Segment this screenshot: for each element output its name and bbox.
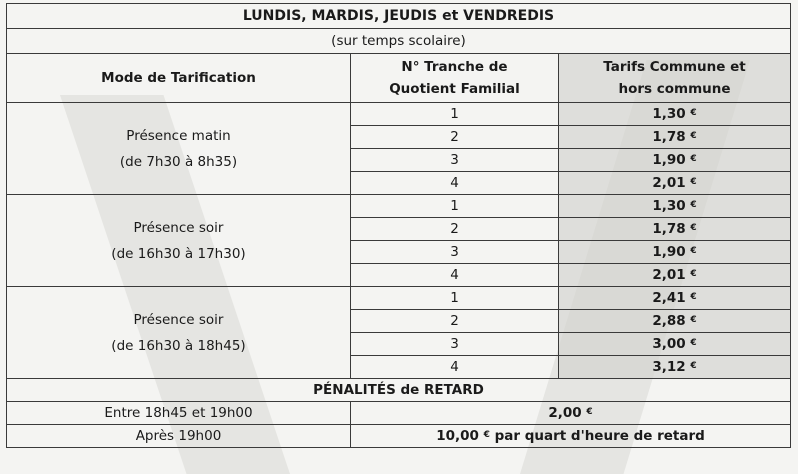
tranche-cell: 2 [351, 126, 559, 149]
penalty-label: Entre 18h45 et 19h00 [7, 402, 351, 425]
tarif-value: 2,01 [652, 175, 686, 191]
euro-sign: € [586, 407, 593, 417]
penalty-row [7, 402, 791, 425]
tarif-value: 1,78 [652, 129, 686, 145]
table-title: LUNDIS, MARDIS, JEUDIS et VENDREDIS [7, 4, 791, 29]
column-header-tarifs-line1: Tarifs Commune et [603, 59, 746, 75]
euro-sign: € [690, 292, 697, 302]
column-header-tarifs [559, 54, 791, 103]
tranche-cell: 1 [351, 287, 559, 310]
column-header-mode-label: Mode de Tarification [101, 70, 256, 86]
table-row [7, 287, 791, 310]
column-header-tarifs-line2: hors commune [618, 81, 731, 97]
mode-hours: (de 7h30 à 8h35) [119, 153, 238, 170]
euro-sign: € [690, 177, 697, 187]
tranche-cell: 1 [351, 103, 559, 126]
euro-sign: € [690, 154, 697, 164]
tranche-cell: 4 [351, 172, 559, 195]
penalty-suffix: par quart d'heure de retard [489, 428, 705, 444]
euro-sign: € [690, 315, 697, 325]
tranche-cell: 3 [351, 333, 559, 356]
euro-sign: € [690, 200, 697, 210]
tarif-cell [559, 356, 791, 379]
penalty-amount-cell [351, 425, 791, 448]
euro-sign: € [690, 246, 697, 256]
tarif-cell [559, 126, 791, 149]
tarif-cell [559, 218, 791, 241]
tarif-value: 1,30 [652, 106, 686, 122]
euro-sign: € [483, 430, 490, 440]
tarif-cell [559, 264, 791, 287]
tarif-value: 2,01 [652, 267, 686, 283]
table-row [7, 195, 791, 218]
tranche-cell: 4 [351, 264, 559, 287]
tarif-value: 2,88 [652, 313, 686, 329]
mode-hours: (de 16h30 à 17h30) [111, 245, 246, 262]
column-header-tranche-line1: N° Tranche de [401, 59, 508, 75]
penalties-title: PÉNALITÉS de RETARD [7, 379, 791, 402]
tarif-cell [559, 241, 791, 264]
penalty-amount-cell [351, 402, 791, 425]
euro-sign: € [690, 131, 697, 141]
tarif-cell [559, 287, 791, 310]
mode-cell [7, 287, 351, 379]
mode-label: Présence soir [133, 311, 224, 328]
tranche-cell: 2 [351, 310, 559, 333]
tranche-cell: 4 [351, 356, 559, 379]
mode-cell [7, 103, 351, 195]
penalty-amount: 2,00 [548, 405, 582, 421]
euro-sign: € [690, 338, 697, 348]
tarif-cell [559, 103, 791, 126]
tarif-cell [559, 310, 791, 333]
tranche-cell: 2 [351, 218, 559, 241]
tarif-value: 3,12 [652, 359, 686, 375]
penalty-amount: 10,00 [436, 428, 479, 444]
column-header-tranche-line2: Quotient Familial [389, 81, 520, 97]
euro-sign: € [690, 223, 697, 233]
tarif-value: 1,90 [652, 152, 686, 168]
column-header-mode [7, 54, 351, 103]
table-subtitle: (sur temps scolaire) [7, 29, 791, 54]
tranche-cell: 1 [351, 195, 559, 218]
mode-hours: (de 16h30 à 18h45) [111, 337, 246, 354]
table-row [7, 103, 791, 126]
tranche-cell: 3 [351, 241, 559, 264]
mode-label: Présence matin [126, 127, 231, 144]
euro-sign: € [690, 361, 697, 371]
tarif-cell [559, 172, 791, 195]
penalty-row [7, 425, 791, 448]
tarif-value: 1,78 [652, 221, 686, 237]
tarif-value: 3,00 [652, 336, 686, 352]
tarif-value: 1,90 [652, 244, 686, 260]
penalty-label: Après 19h00 [7, 425, 351, 448]
tarif-cell [559, 195, 791, 218]
column-header-tranche [351, 54, 559, 103]
tarif-value: 2,41 [652, 290, 686, 306]
tarif-cell [559, 333, 791, 356]
tarif-cell [559, 149, 791, 172]
euro-sign: € [690, 108, 697, 118]
tarif-value: 1,30 [652, 198, 686, 214]
tranche-cell: 3 [351, 149, 559, 172]
mode-label: Présence soir [133, 219, 224, 236]
mode-cell [7, 195, 351, 287]
euro-sign: € [690, 269, 697, 279]
tarif-table [6, 3, 791, 448]
